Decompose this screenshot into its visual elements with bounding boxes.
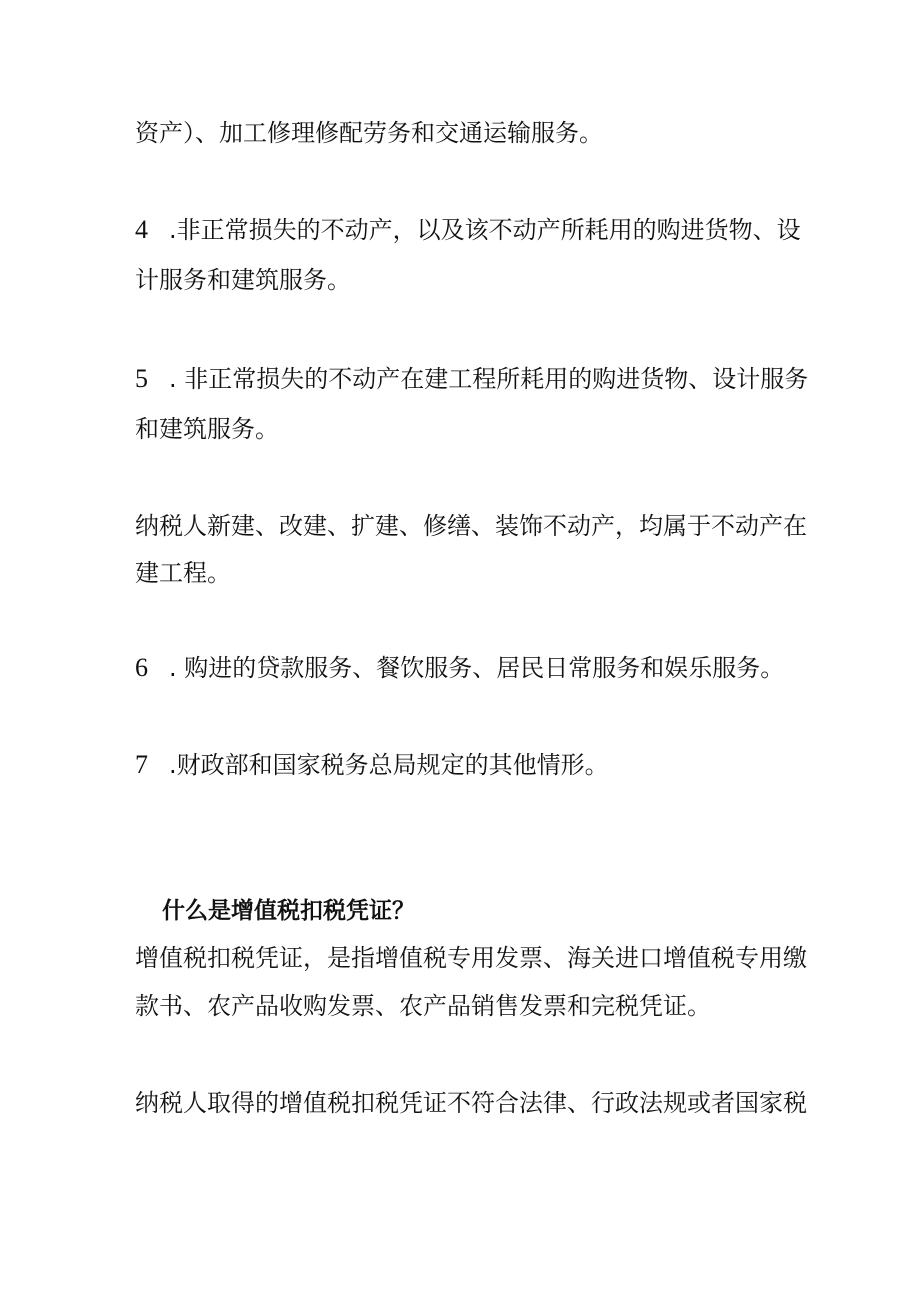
paragraph-line — [135, 557, 795, 589]
list-item-7 — [135, 749, 795, 781]
list-item-6 — [135, 652, 795, 684]
list-item-5 — [135, 363, 809, 395]
paragraph-line — [135, 413, 795, 445]
list-number: 7 — [135, 750, 148, 779]
paragraph-text: 纳税人取得的增值税扣税凭证不符合法律、行政法规或者国家税 — [135, 1089, 807, 1117]
paragraph-text: 资产）、加工修理修配劳务和交通运输服务。 — [135, 119, 603, 147]
list-number: 5 — [135, 364, 148, 393]
list-number: 6 — [135, 653, 148, 682]
list-item-text: 和建筑服务。 — [135, 415, 279, 443]
paragraph-text: 增值税扣税凭证，是指增值税专用发票、海关进口增值税专用缴 — [135, 944, 807, 972]
paragraph-line — [135, 510, 807, 542]
list-item-text: 计服务和建筑服务。 — [135, 266, 351, 294]
paragraph-line — [135, 264, 795, 296]
paragraph-line — [135, 990, 795, 1022]
paragraph-text: 纳税人新建、改建、扩建、修缮、装饰不动产，均属于不动产在 — [135, 512, 807, 540]
list-number: 4 — [135, 215, 148, 244]
list-item-4 — [135, 214, 801, 246]
list-item-text: . 非正常损失的不动产在建工程所耗用的购进货物、设计服务 — [169, 365, 809, 393]
paragraph-text: 建工程。 — [135, 559, 231, 587]
list-item-text: . 购进的贷款服务、餐饮服务、居民日常服务和娱乐服务。 — [169, 654, 785, 682]
paragraph-text: 款书、农产品收购发票、农产品销售发票和完税凭证。 — [135, 992, 711, 1020]
paragraph-line — [135, 117, 795, 149]
list-item-text: .财政部和国家税务总局规定的其他情形。 — [169, 751, 609, 779]
list-item-text: .非正常损失的不动产，以及该不动产所耗用的购进货物、设 — [169, 216, 801, 244]
section-heading: 什么是增值税扣税凭证？ — [162, 898, 415, 924]
paragraph-line — [135, 1087, 807, 1119]
paragraph-line — [135, 942, 807, 974]
